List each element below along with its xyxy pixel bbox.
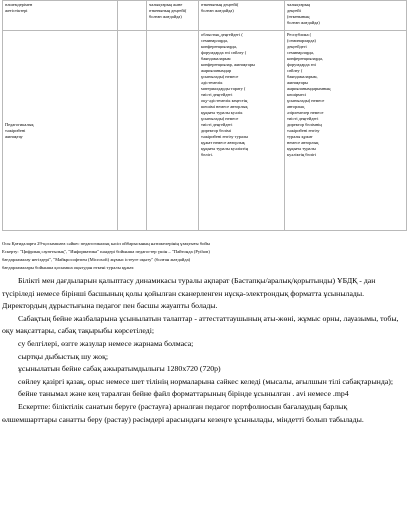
cell-line: тиісті деңгейдегі	[201, 122, 233, 127]
requirement-item: сыртқы дыбыстық шу жоқ;	[18, 351, 109, 361]
cell-line: ұсынылады) немесе	[201, 74, 239, 79]
cell-top-2	[118, 1, 147, 31]
cell-top-1	[3, 1, 118, 31]
cell-line: тиісті деңгейдегі	[287, 116, 319, 121]
cell-line: директор бөлімнің	[287, 122, 322, 127]
cell-top-5	[285, 1, 407, 31]
cell-line: авторлық	[287, 104, 305, 109]
note-line: Ескерту: "Цифрлық сауаттылық", "Информатика" пәндері бойынша педагогтер үшін – "Пайтонда (Python)	[2, 249, 210, 254]
cell-line: директор бөлімі	[201, 128, 231, 133]
cell-line: құқығы туралы куәлік	[201, 110, 243, 115]
cell-line: көшірмесі	[287, 92, 307, 97]
cell-line: өткенының деңгейі(	[201, 2, 239, 7]
cell-line: Педагогикалық	[5, 121, 34, 127]
cell-line: әдістемелік	[201, 80, 223, 85]
paragraph-video-requirements: Сабақтың бейне жазбаларына ұсынылатын талаптар - аттестаттаушының аты-жөні, жұмыс орны, лауазымы, тобы, оқу мақсаттары, сабақ тақырыбы көрсетіледі;	[2, 313, 399, 336]
cell-line: деңгейдегі	[287, 44, 307, 49]
cell-top-3	[147, 1, 199, 31]
cell-line: шешімі немесе авторлық	[201, 104, 248, 109]
cell-line: материалдарды тарату (	[201, 86, 246, 91]
cell-line: (семинарларда)	[287, 38, 316, 43]
portfolio-criteria-table	[2, 0, 407, 231]
cell-main-2	[118, 31, 147, 231]
cell-line: конференцияларда,	[287, 56, 324, 61]
cell-line: тиісті деңгейдегі	[201, 92, 233, 97]
cell-line: болған жағдайда)	[287, 20, 320, 25]
cell-line: жинақтау	[5, 133, 23, 139]
cell-line: оқу-әдістемелік кеңестің	[201, 98, 248, 103]
cell-line: өлшемдерімен	[5, 2, 33, 7]
cell-line: жинақтары	[287, 80, 308, 85]
table-notes	[2, 240, 404, 272]
cell-line: конференцияларда,	[201, 44, 238, 49]
cell-line: бөлігі.	[201, 152, 213, 157]
body-text	[2, 275, 404, 426]
cell-top-4	[199, 1, 285, 31]
cell-line: форумдарда өзі сөйлеу (	[201, 50, 247, 55]
cell-line: құжат немесе авторлық	[201, 140, 245, 145]
cell-line: туралы құжат	[287, 134, 313, 139]
cell-line: облыстық деңгейдегі (	[201, 32, 243, 37]
cell-line: құқығы туралы	[287, 146, 316, 151]
note-line: Осы Қағидаларға 29-қосымшаға сәйкес педагогикалық кәсіп ойбарысының нәтижелерінің ұзақтығы бойы	[2, 241, 210, 246]
cell-line: ұсынылады) немесе	[201, 116, 239, 121]
requirement-item: ұсынылатын бейне сабақ ажыратымдылығы 1280х720 (720р)	[18, 364, 221, 374]
cell-line: Республика (	[287, 32, 312, 37]
cell-line: тәжірибені енгізу туралы	[201, 134, 249, 139]
table-row-accumulation	[3, 31, 407, 231]
cell-main-3	[147, 31, 199, 231]
paragraph-skills-dynamics: Білікті мен дағдыларын қалыптасу динамикасы туралы ақпарат (Бастапқы/аралық/қорытынды) ҰБДҚ - дан түсіріледі немесе бірінші басшының қолы қойылған сканерленген нұсқа-электрондық форматта ұсынылады. Директордың дұрыстығына педагог пен басшы жауапты болады.	[2, 276, 376, 311]
cell-line: (өткенының	[287, 14, 310, 19]
cell-main-1	[3, 31, 118, 231]
cell-line: тәжірибені	[5, 127, 26, 133]
table-row-top	[3, 1, 407, 31]
cell-line: баяндамаларым	[201, 56, 231, 61]
note-line: бағдарламалары бойынша қосымша оқытудан өткені туралы құжат.	[2, 265, 135, 270]
cell-line: сөйлеу (	[287, 68, 303, 73]
cell-line: баяндамаларым,	[287, 74, 318, 79]
cell-line: ұсынылады) немесе	[287, 98, 325, 103]
cell-line: болған жағдайда)	[149, 14, 182, 19]
cell-line: тәжірибені енгізу	[287, 128, 320, 133]
cell-line: деңгейі	[287, 8, 301, 13]
requirement-item: сөйлеу қазіргі қазақ, орыс немесе шет тілінің нормаларына сәйкес келеді (мысалы, ағылшын тілі сабақтарында);	[18, 376, 394, 386]
cell-line: куәліктің бөлігі	[287, 152, 317, 157]
cell-line: жарияланымдарымның	[287, 86, 331, 91]
cell-line: өткенының деңгейі(	[149, 8, 187, 13]
requirement-item: бейне танымал және кең таралған бейне файл форматтарының бірінде ұсынылған . avi немесе .mp4	[18, 389, 349, 399]
cell-line: немесе авторлық	[287, 140, 319, 145]
note-line: бағдарламалау негіздері", "Майкрософтпен (Microsoft) жұмыс істеуге оқыту" (болған жағдайда)	[2, 257, 191, 262]
cell-line: жарияланымдар	[201, 68, 232, 73]
cell-line: конференциялар, жинақтары	[201, 62, 255, 67]
cell-line: әзірлемелер немесе	[287, 110, 324, 115]
cell-line: чалықтарың және	[149, 2, 183, 7]
cell-line: жетістіктері	[5, 8, 28, 13]
cell-line: құқығы туралы куәліктің	[201, 146, 248, 151]
cell-line: болған жағдайда)	[201, 8, 234, 13]
cell-main-5	[285, 31, 407, 231]
cell-line: форумдарда өзі	[287, 62, 316, 67]
cell-line: семинарларда,	[287, 50, 315, 55]
requirement-item: су белгілері, өзгге жазулар немесе жарнама болмаса;	[18, 338, 194, 348]
paragraph-note: Ескертпе: біліктілік санатын беруге (растауға) арналған педагог портфолиосын бағалаудың барлық өлшемшарттары санатты беру (растау) рәсімдері арасындағы кезеңге ұсынылады, міндетті болып табылады.	[2, 401, 364, 424]
cell-line: чалықтарың	[287, 2, 310, 7]
cell-main-4	[199, 31, 285, 231]
cell-line: семинарларда,	[201, 38, 229, 43]
